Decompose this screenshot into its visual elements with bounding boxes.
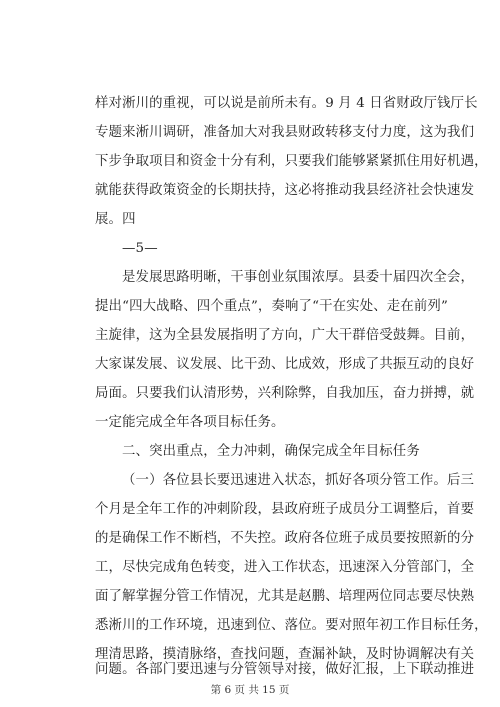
section-heading: 二、突出重点，全力冲刺，确保完成全年目标任务 — [122, 444, 420, 459]
paragraph-first-line: 是发展思路明晰，干事创业氛围浓厚。县委十届四次全会， — [122, 270, 475, 285]
body-text-line: 局面。只要我们认清形势，兴利除弊，自我加压，奋力拼搏，就 — [95, 386, 475, 401]
page-footer: 第 6 页 共 15 页 — [210, 684, 290, 696]
body-text-line: 问题。各部门要迅速与分管领导对接，做好汇报，上下联动推进 — [95, 662, 475, 677]
body-text-line: 下步争取项目和资金十分有利，只要我们能够紧紧抓住用好机遇， — [95, 154, 488, 169]
body-text-line: 主旋律，这为全县发展指明了方向，广大干群倍受鼓舞。目前， — [95, 328, 475, 343]
body-text-line: 面了解掌握分管工作情况，尤其是赵鹏、培理两位同志要尽快熟 — [95, 589, 475, 604]
body-text-line: 展。四 — [95, 212, 136, 227]
body-text-line: 一定能完成全年各项目标任务。 — [95, 415, 285, 430]
body-text-line: 工，尽快完成角色转变，进入工作状态，迅速深入分管部门，全 — [95, 560, 475, 575]
body-text-line: 大家谋发展、议发展、比干劲、比成效，形成了共振互动的良好 — [95, 357, 475, 372]
body-text-line: 样对淅川的重视，可以说是前所未有。9 月 4 日省财政厅钱厅长 — [95, 96, 478, 111]
body-text-line: 理清思路，摸清脉络，查找问题，查漏补缺，及时协调解决有关 — [95, 647, 475, 662]
body-text-line: 的是确保工作不断档，不失控。政府各位班子成员要按照新的分 — [95, 531, 475, 546]
body-text-line: 专题来淅川调研，准备加大对我县财政转移支付力度，这为我们 — [95, 125, 475, 140]
body-text-line: 提出“四大战略、四个重点”，奏响了“干在实处、走在前列” — [95, 299, 448, 314]
body-text-line: 就能获得政策资金的长期扶持，这必将推动我县经济社会快速发 — [95, 183, 475, 198]
body-text-line: 个月是全年工作的冲刺阶段，县政府班子成员分工调整后，首要 — [95, 502, 475, 517]
page-marker: —5— — [122, 241, 158, 256]
paragraph-first-line: （一）各位县长要迅速进入状态，抓好各项分管工作。后三 — [122, 473, 475, 488]
body-text-line: 悉淅川的工作环境，迅速到位、落位。要对照年初工作目标任务， — [95, 618, 488, 633]
